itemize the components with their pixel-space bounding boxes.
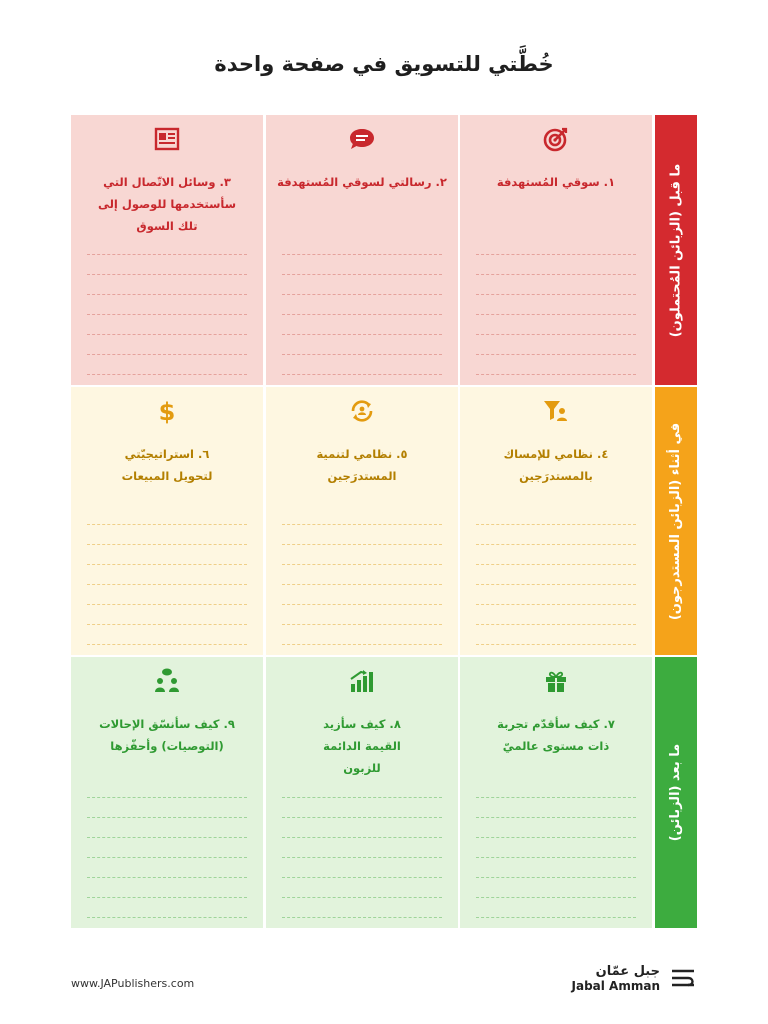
writing-lines[interactable]: [476, 235, 636, 375]
logo-english-name: Jabal Amman: [571, 978, 660, 993]
band-during: [655, 387, 697, 655]
band-before: [655, 115, 697, 385]
cell-question: ٥. نظامي لتنمية المستدرَجين: [316, 447, 408, 483]
cell-question: ٤. نظامي للإمساك بالمستدرَجين: [503, 447, 609, 483]
band-after-label: ما بعد (الزبائن): [668, 743, 684, 842]
newspaper-icon: [71, 125, 263, 153]
target-icon: [460, 125, 652, 153]
dollar-icon: [71, 397, 263, 425]
publisher-url[interactable]: www.JAPublishers.com: [71, 977, 195, 990]
cell-question: ٩. كيف سأنسّق الإحالات (التوصيات) وأحفّزها: [99, 717, 235, 753]
cell-question: ٦. استراتيجيّتي لتحويل المبيعات: [121, 447, 213, 483]
cell-lead-nurture[interactable]: [266, 387, 458, 655]
cell-lead-capture[interactable]: [460, 387, 652, 655]
cell-referrals[interactable]: [71, 657, 263, 928]
cell-message[interactable]: [266, 115, 458, 385]
writing-lines[interactable]: [476, 778, 636, 918]
funnel-user-icon: [460, 397, 652, 425]
band-before-label: ما قبل (الزبائن المُحتملون): [668, 163, 684, 337]
writing-lines[interactable]: [87, 778, 247, 918]
cycle-user-icon: [266, 397, 458, 425]
cell-question: ٢. رسالتي لسوقي المُستهدفة: [277, 175, 447, 189]
cell-target-market[interactable]: [460, 115, 652, 385]
cell-question: ١. سوقي المُستهدفة: [496, 175, 616, 189]
chat-bubble-icon: [266, 125, 458, 153]
writing-lines[interactable]: [282, 778, 442, 918]
writing-lines[interactable]: [87, 235, 247, 375]
cell-question: ٨. كيف سأزيد القيمة الدائمة للزبون: [323, 717, 401, 775]
writing-lines[interactable]: [87, 505, 247, 645]
cell-channels[interactable]: [71, 115, 263, 385]
logo-arabic-name: جبل عمّان: [595, 963, 660, 979]
svg-text:$: $: [158, 398, 176, 425]
page-title: خُطَّتي للتسويق في صفحة واحدة: [214, 52, 554, 76]
cell-question: ٧. كيف سأقدّم تجربة ذات مستوى عالميّ: [497, 717, 615, 753]
cell-world-class-experience[interactable]: [460, 657, 652, 928]
referral-people-icon: [71, 667, 263, 695]
bar-chart-icon: [266, 667, 458, 695]
logo-mark-icon: [668, 963, 698, 993]
cell-lifetime-value[interactable]: [266, 657, 458, 928]
writing-lines[interactable]: [282, 235, 442, 375]
gift-icon: [460, 667, 652, 695]
band-after: [655, 657, 697, 928]
writing-lines[interactable]: [282, 505, 442, 645]
writing-lines[interactable]: [476, 505, 636, 645]
publisher-logo: [572, 963, 698, 993]
band-during-label: في أثناء (الزبائن المستدرجون): [668, 422, 684, 620]
cell-sales-conversion[interactable]: [71, 387, 263, 655]
cell-question: ٣. وسائل الاتّصال التي سأستخدمها للوصول إلى تلك السوق: [97, 175, 237, 233]
